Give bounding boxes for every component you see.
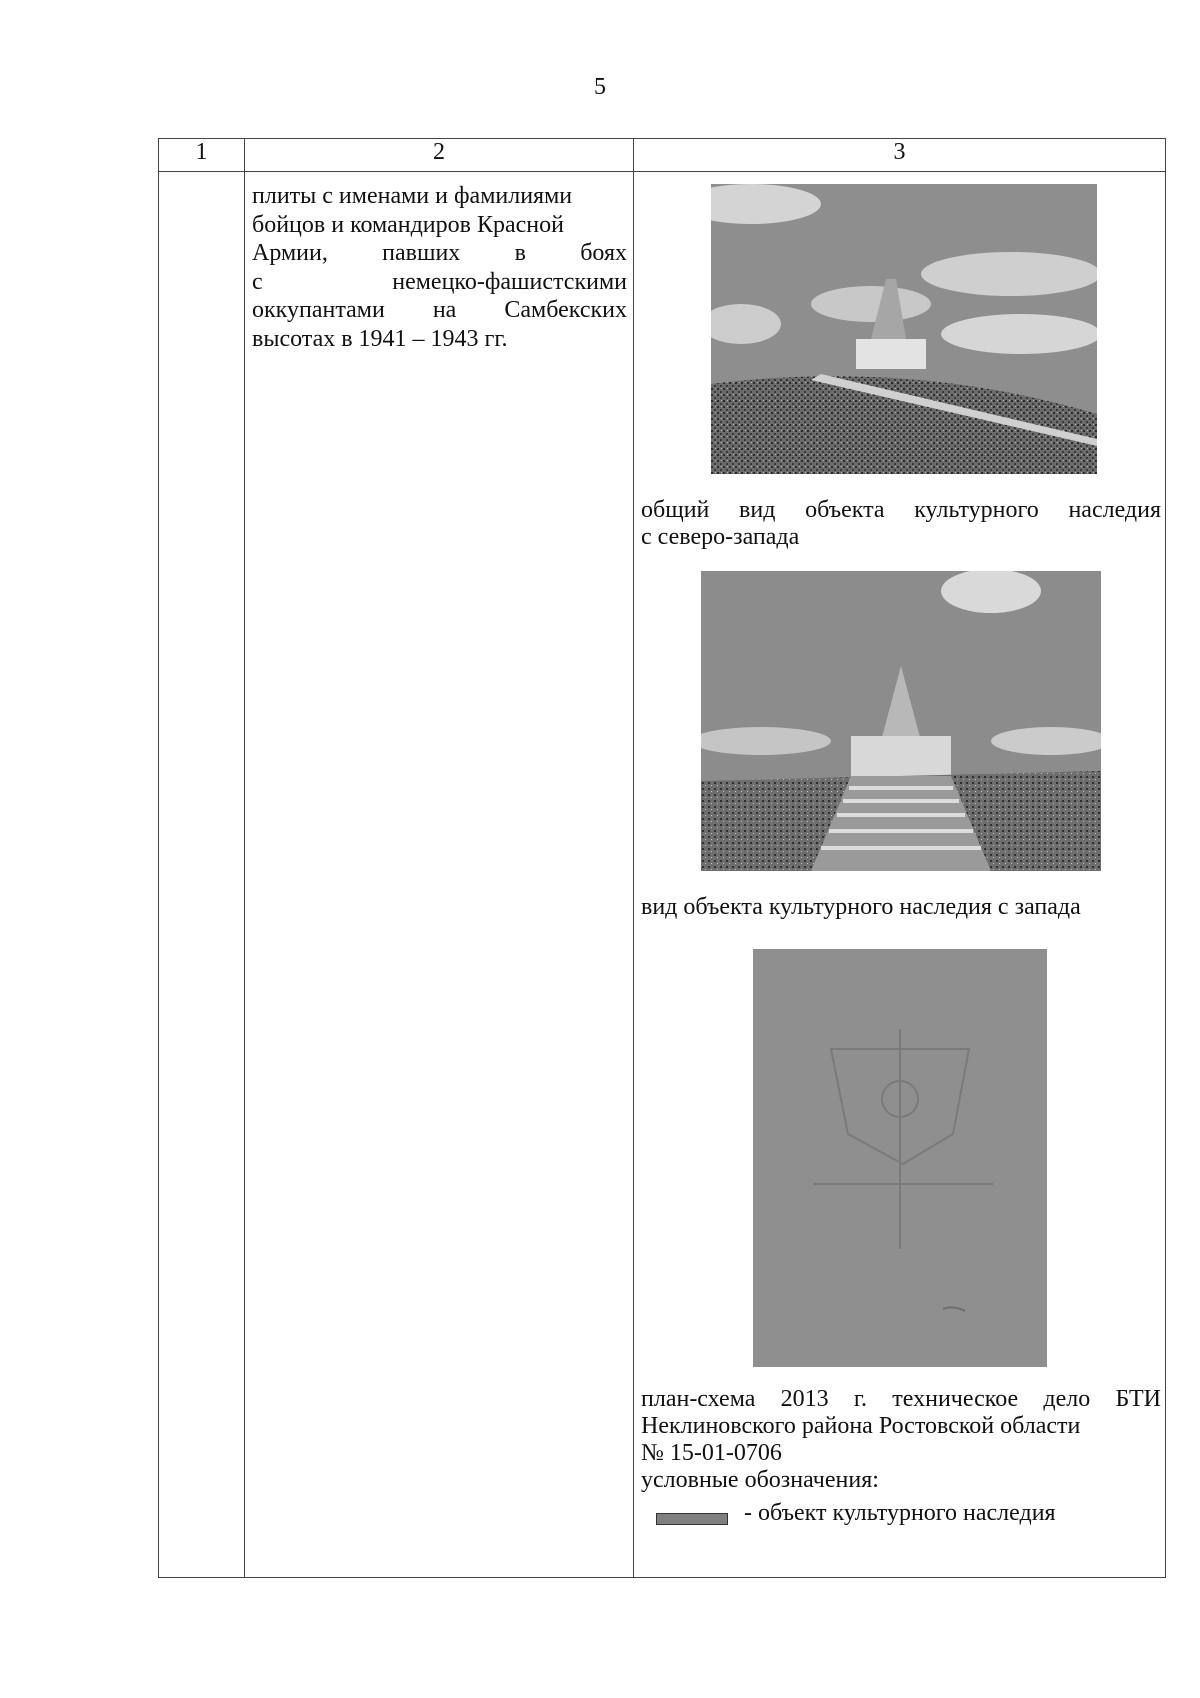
row-number-cell — [159, 172, 245, 1578]
photo1-caption-line: с северо-запада — [641, 524, 800, 550]
photo1-caption — [641, 497, 1161, 551]
plan-caption-line: условные обозначения: — [641, 1467, 879, 1493]
column-header-3: 3 — [634, 139, 1166, 172]
description-cell — [245, 172, 634, 1578]
heritage-table — [158, 138, 1166, 1578]
plan-caption — [641, 1386, 1161, 1494]
plan-caption-line: Неклиновского района Ростовской области — [641, 1413, 1081, 1439]
description-line: бойцов и командиров Красной — [252, 211, 564, 238]
memorial-west-photo — [701, 571, 1101, 871]
description-line: оккупантами на Самбекских — [252, 297, 627, 323]
description-line: плиты с именами и фамилиями — [252, 183, 573, 209]
plan-caption-line: № 15-01-0706 — [641, 1440, 782, 1466]
description-line: Армии, павших в боях — [252, 240, 627, 266]
photo1-caption-line: общий вид объекта культурного наследия — [641, 497, 1161, 523]
memorial-northwest-photo — [711, 184, 1097, 474]
column-header-1: 1 — [159, 139, 245, 172]
table-header-row — [159, 139, 1166, 172]
page-number: 5 — [594, 74, 606, 100]
photo2-caption: вид объекта культурного наследия с запада — [641, 894, 1081, 920]
heritage-object-legend-swatch — [656, 1513, 728, 1525]
plan-scheme-image — [753, 949, 1047, 1367]
column-header-2: 2 — [245, 139, 634, 172]
description-line: с немецко-фашистскими — [252, 268, 627, 295]
photos-cell — [634, 172, 1166, 1578]
description-line: высотах в 1941 – 1943 гг. — [252, 325, 508, 352]
plan-caption-line: план-схема 2013 г. техническое дело БТИ — [641, 1386, 1161, 1412]
table-row — [159, 172, 1166, 1578]
legend-label: - объект культурного наследия — [744, 1500, 1056, 1526]
